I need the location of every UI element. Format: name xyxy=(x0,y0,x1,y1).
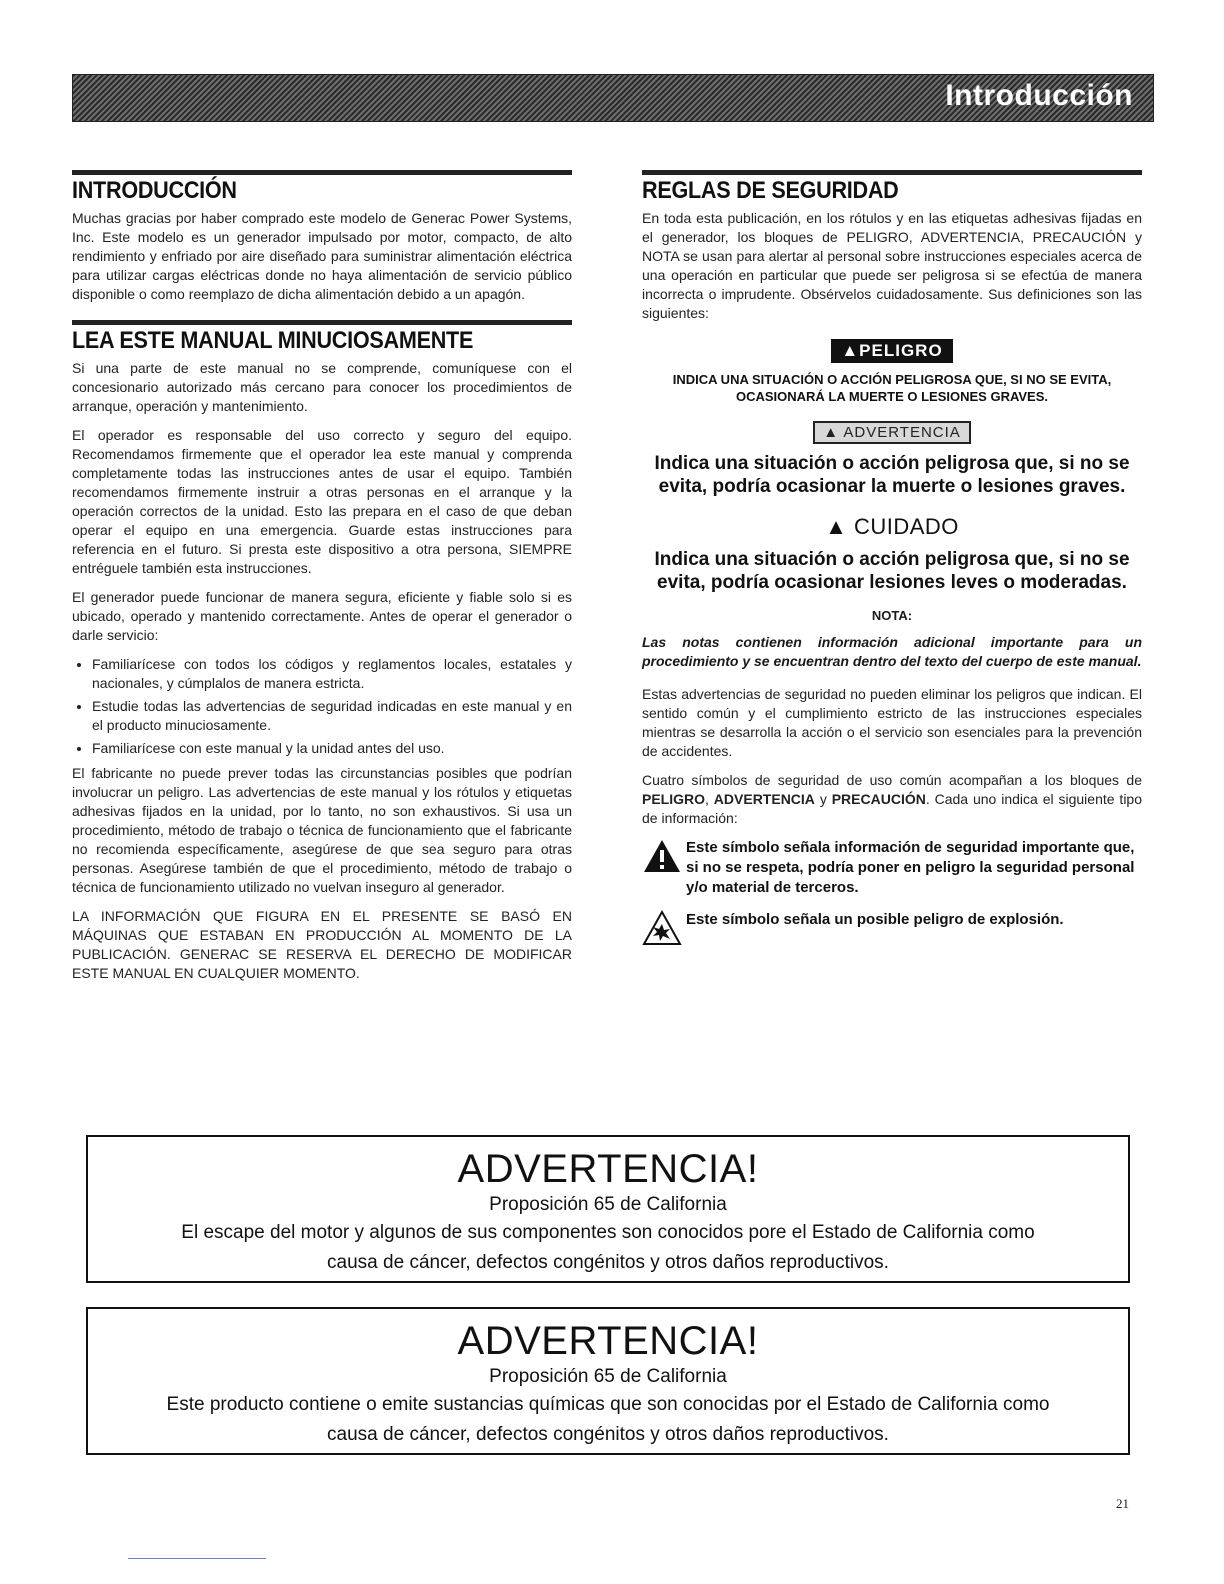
list-item: • Familiarícese con este manual y la unidad antes del uso. xyxy=(92,739,572,758)
warning-triangle-icon: ▲ xyxy=(823,424,840,441)
prop65-warning-box xyxy=(86,1135,1130,1283)
manual-paragraph-3: El generador puede funcionar de manera segura, eficiente y fiable solo si es ubicado, operado y mantenido correctamente. Antes de operar el generador o darle servicio: xyxy=(72,589,572,643)
symbols-paragraph xyxy=(642,771,1142,828)
section-rule xyxy=(642,170,1142,175)
manual-heading: LEA ESTE MANUAL MINUCIOSAMENTE xyxy=(72,327,474,354)
manual-paragraph-1: Si una parte de este manual no se comprende, comuníquese con el concesionario autorizado más cercano para conocer los procedimientos de arranque, operación y mantenimiento. xyxy=(72,360,572,414)
warning-label-box xyxy=(813,421,971,444)
explosion-hazard-icon xyxy=(642,910,682,946)
manual-paragraph-2: El operador es responsable del uso correcto y seguro del equipo. Recomendamos firmemente que el operador lea este manual y comprenda completamente todas las instrucciones antes de usar el equipo. También recomendamos firmemente instruir a otras personas en el arranque y la operación correctos de la unidad. Esto las prepara en el caso de que deban operar el equipo en una emergencia. Guarde estas instrucciones para referencia en el futuro. Si presta este dispositivo a otra persona, SIEMPRE entréguele también esta instrucciones. xyxy=(72,427,572,576)
list-item: • Familiarícese con todos los códigos y reglamentos locales, estatales y nacionales, y cúmplalos de manera estricta. xyxy=(92,655,572,693)
danger-label-box xyxy=(831,339,952,363)
manual-paragraph-4: El fabricante no puede prever todas las circunstancias posibles que podrían involucrar un peligro. Las advertencias de este manual y los rótulos y etiquetas adhesivas fijados en la unidad, por lo tanto, no son exhaustivos. Si usa un procedimiento, método de trabajo o técnica de funcionamiento que el fabricante no recomienda específicamente, asegúrese de que sea seguro para otras personas. Asegúrese también de que el procedimiento, método de trabajo o técnica de funcionamiento utilizado no vuelvan inseguro al generador. xyxy=(72,765,572,895)
warning-triangle-icon: ▲ xyxy=(841,341,860,360)
warning-label: ADVERTENCIA xyxy=(843,424,961,441)
box-line: causa de cáncer, defectos congénitos y otros daños reproductivos. xyxy=(327,1252,889,1273)
keyword-danger: PELIGRO xyxy=(642,791,706,807)
safety-symbol-row xyxy=(642,838,1142,898)
section-banner xyxy=(72,74,1154,122)
caution-label-box xyxy=(825,514,959,539)
manual-section xyxy=(72,320,572,983)
section-rule xyxy=(72,320,572,325)
safety-heading: REGLAS DE SEGURIDAD xyxy=(642,177,899,204)
keyword-caution: PRECAUCIÓN xyxy=(831,791,926,807)
explosion-symbol-row xyxy=(642,910,1142,930)
explosion-symbol-text: Este símbolo señala un posible peligro de explosión. xyxy=(686,911,1064,928)
list-item: • Estudie todas las advertencias de seguridad indicadas en este manual y en el producto minuciosamente. xyxy=(92,697,572,735)
caution-definition: Indica una situación o acción peligrosa que, si no se evita, podría ocasionar lesiones leves o moderadas. xyxy=(654,549,1130,593)
symbols-text: , xyxy=(705,791,714,807)
safety-intro: En toda esta publicación, en los rótulos y en las etiquetas adhesivas fijadas en el generador, los bloques de PELIGRO, ADVERTENCIA, PRECAUCIÓN y NOTA se usan para alertar al personal sobre instrucciones especiales acerca de una operación en particular que puede ser peligrosa si se efectúa de manera incorrecta o imprudente. Obsérvelos cuidadosamente. Sus definiciones son las siguientes: xyxy=(642,210,1142,321)
box-subtitle: Proposición 65 de California xyxy=(489,1366,727,1387)
safety-alert-icon xyxy=(642,838,682,874)
danger-signal xyxy=(642,339,1142,363)
caution-label: CUIDADO xyxy=(853,514,959,539)
manual-paragraph-5: LA INFORMACIÓN QUE FIGURA EN EL PRESENTE SE BASÓ EN MÁQUINAS QUE ESTABAN EN PRODUCCIÓN AL MOMENTO DE LA PUBLICACIÓN. GENERAC SE RESERVA EL DERECHO DE MODIFICAR ESTE MANUAL EN CUALQUIER MOMENTO. xyxy=(72,908,572,981)
note-text: Las notas contienen información adicional importante para un procedimiento y se encuentran dentro del texto del cuerpo de este manual. xyxy=(642,634,1142,669)
banner-title: Introducción xyxy=(945,79,1133,112)
intro-text: Muchas gracias por haber comprado este modelo de Generac Power Systems, Inc. Este modelo es un generador impulsado por motor, compacto, de alto rendimiento y enfriado por aire diseñado para suministrar alimentación eléctrica para utilizar cargas eléctricas donde no haya alimentación de servicio público disponible o como reemplazo de dicha alimentación debido a un apagón. xyxy=(72,210,572,302)
keyword-warning: ADVERTENCIA xyxy=(713,791,815,807)
warning-signal xyxy=(642,421,1142,444)
box-line: causa de cáncer, defectos congénitos y otros daños reproductivos. xyxy=(327,1424,889,1445)
intro-heading: INTRODUCCIÓN xyxy=(72,177,237,204)
box-title: ADVERTENCIA! xyxy=(457,1147,759,1191)
symbols-text: . Cada uno indica el siguiente tipo de información: xyxy=(642,791,1142,826)
symbols-text: Cuatro símbolos de seguridad de uso común acompañan a los bloques de xyxy=(642,772,1142,788)
warning-triangle-icon: ▲ xyxy=(825,514,848,539)
manual-bullet-list xyxy=(72,655,572,758)
left-column xyxy=(72,170,572,993)
danger-definition: INDICA UNA SITUACIÓN O ACCIÓN PELIGROSA QUE, SI NO SE EVITA, OCASIONARÁ LA MUERTE O LESIONES GRAVES. xyxy=(672,372,1112,404)
box-subtitle: Proposición 65 de California xyxy=(489,1194,727,1215)
note-label: NOTA: xyxy=(871,608,913,623)
warning-definition: Indica una situación o acción peligrosa que, si no se evita, podría ocasionar la muerte o lesiones graves. xyxy=(654,453,1130,497)
safety-paragraph: Estas advertencias de seguridad no pueden eliminar los peligros que indican. El sentido común y el cumplimiento estricto de las instrucciones especiales mientras se desarrolla la acción o el servicio son esenciales para la prevención de accidentes. xyxy=(642,686,1142,759)
page-number: 21 xyxy=(1116,1496,1129,1511)
footer-line xyxy=(128,1558,266,1559)
safety-symbol-text: Este símbolo señala información de seguridad importante que, si no se respeta, podría poner en peligro la seguridad personal y/o material de terceros. xyxy=(686,839,1135,896)
prop65-warning-box xyxy=(86,1307,1130,1455)
danger-label: PELIGRO xyxy=(859,341,943,360)
symbols-text: y xyxy=(814,791,832,807)
section-rule xyxy=(72,170,572,175)
caution-signal xyxy=(642,514,1142,540)
right-column xyxy=(642,170,1142,942)
box-title: ADVERTENCIA! xyxy=(457,1319,759,1363)
box-line: Este producto contiene o emite sustancias químicas que son conocidas por el Estado de California como xyxy=(166,1394,1050,1415)
box-line: El escape del motor y algunos de sus componentes son conocidos pore el Estado de California como xyxy=(181,1222,1035,1243)
